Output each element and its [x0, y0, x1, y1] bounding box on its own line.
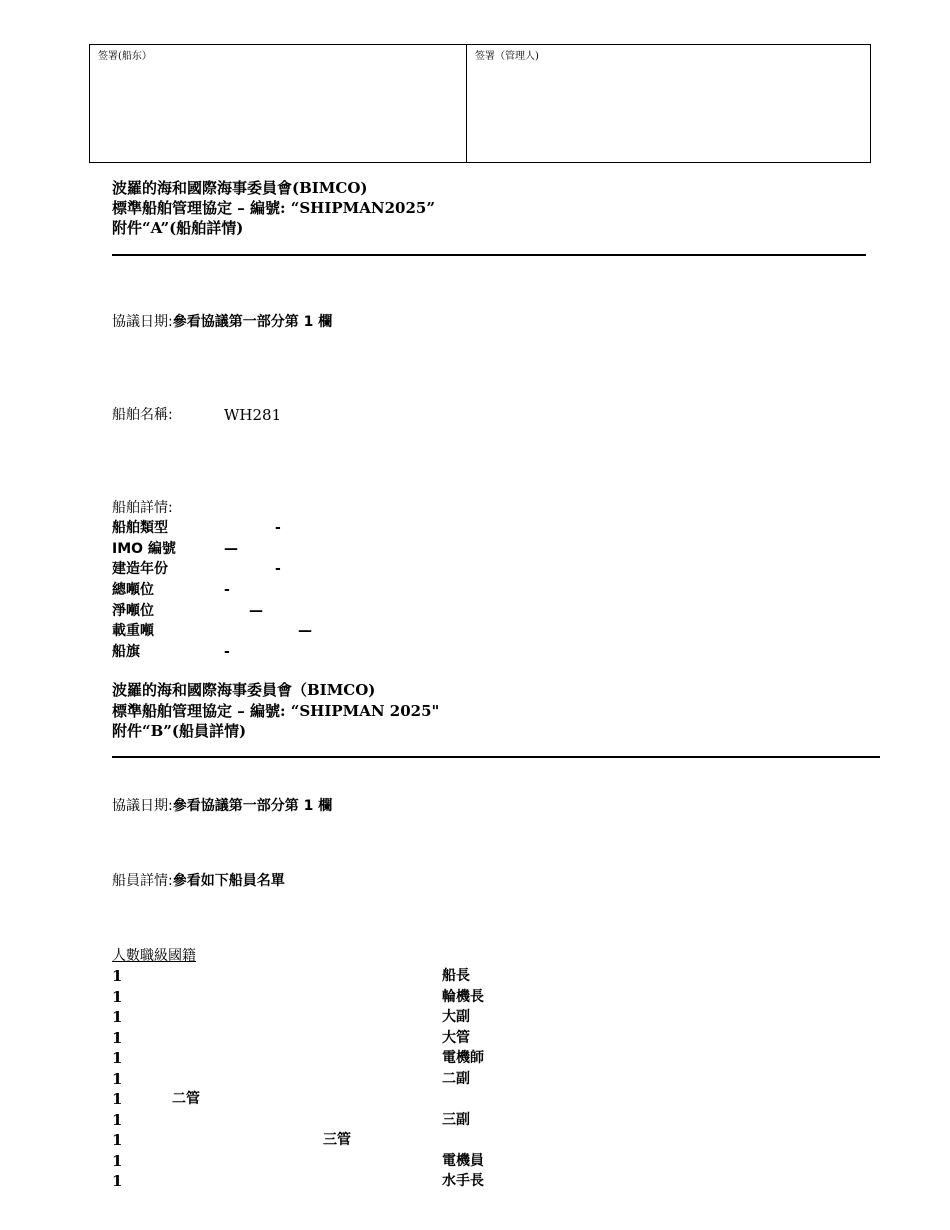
- vessel-detail-value: —: [249, 603, 263, 619]
- crew-count: 1: [112, 1172, 123, 1190]
- vessel-detail-label: 載重噸: [112, 623, 154, 639]
- annex-b-date-row: [112, 796, 332, 816]
- vessel-detail-label: IMO 編號: [112, 541, 176, 557]
- crew-rank: 三副: [442, 1112, 470, 1128]
- annex-b-date-value: 參看協議第一部分第 1 欄: [172, 798, 333, 814]
- crew-count: 1: [112, 1131, 123, 1149]
- annex-b-header-line2: 標準船舶管理協定 – 編號: “SHIPMAN 2025": [112, 702, 440, 720]
- crew-count: 1: [112, 1090, 123, 1108]
- crew-count: 1: [112, 1008, 123, 1026]
- signature-box: [89, 44, 871, 163]
- vessel-detail-label: 建造年份: [112, 561, 168, 577]
- crew-table-header: 人數職級國籍: [112, 948, 196, 964]
- crew-count: 1: [112, 1070, 123, 1088]
- crew-rank: 電機師: [442, 1050, 484, 1066]
- crew-count: 1: [112, 1152, 123, 1170]
- crew-count: 1: [112, 967, 123, 985]
- annex-a-date-value: 參看協議第一部分第 1 欄: [172, 314, 333, 330]
- crew-rank: 二副: [442, 1071, 470, 1087]
- crew-rank: 船長: [442, 968, 470, 984]
- owner-signature-label: 签署(船东）: [98, 51, 152, 62]
- vessel-detail-label: 淨噸位: [112, 603, 154, 619]
- vessel-details-label: 船舶詳情:: [112, 500, 173, 516]
- vessel-detail-value: -: [224, 644, 230, 660]
- vessel-detail-label: 總噸位: [112, 582, 154, 598]
- crew-count: 1: [112, 1029, 123, 1047]
- owner-signature-cell: [90, 45, 467, 162]
- crew-count: 1: [112, 1049, 123, 1067]
- vessel-detail-value: -: [275, 561, 281, 577]
- crew-details-label: 船員詳情:: [112, 873, 173, 889]
- vessel-detail-value: —: [224, 541, 238, 557]
- vessel-detail-value: -: [275, 520, 281, 536]
- manager-signature-cell: [467, 45, 870, 162]
- crew-rank: 電機員: [442, 1153, 484, 1169]
- crew-count: 1: [112, 1111, 123, 1129]
- crew-rank: 大副: [442, 1009, 470, 1025]
- crew-details-row: [112, 871, 285, 891]
- crew-rank: 二管: [172, 1091, 200, 1107]
- crew-count: 1: [112, 988, 123, 1006]
- annex-a-date-row: [112, 312, 332, 332]
- vessel-detail-label: 船舶類型: [112, 520, 168, 536]
- annex-b-header-line3: 附件“B”(船員詳情): [112, 722, 247, 740]
- annex-b-date-label: 協議日期:: [112, 798, 173, 814]
- annex-a-header-line2: 標準船舶管理協定 – 編號: “SHIPMAN2025”: [112, 199, 435, 217]
- vessel-detail-value: -: [224, 582, 230, 598]
- crew-rank: 三管: [323, 1132, 351, 1148]
- annex-b-header-line1: 波羅的海和國際海事委員會（BIMCO): [112, 681, 376, 699]
- vessel-name-label: 船舶名稱:: [112, 407, 173, 423]
- vessel-detail-value: —: [298, 623, 312, 639]
- crew-details-value: 參看如下船員名單: [172, 873, 285, 889]
- annex-a-date-label: 協議日期:: [112, 314, 173, 330]
- annex-a-header-line3: 附件“A”(船舶詳情): [112, 219, 244, 237]
- annex-b-divider: [112, 756, 880, 758]
- annex-a-header-line1: 波羅的海和國際海事委員會(BIMCO): [112, 179, 368, 197]
- annex-a-divider: [112, 254, 866, 256]
- vessel-detail-label: 船旗: [112, 644, 140, 660]
- manager-signature-label: 签署（管理人): [475, 51, 539, 62]
- vessel-name-value: WH281: [224, 406, 282, 424]
- crew-rank: 輪機長: [442, 989, 484, 1005]
- crew-rank: 大管: [442, 1030, 470, 1046]
- crew-rank: 水手長: [442, 1173, 484, 1189]
